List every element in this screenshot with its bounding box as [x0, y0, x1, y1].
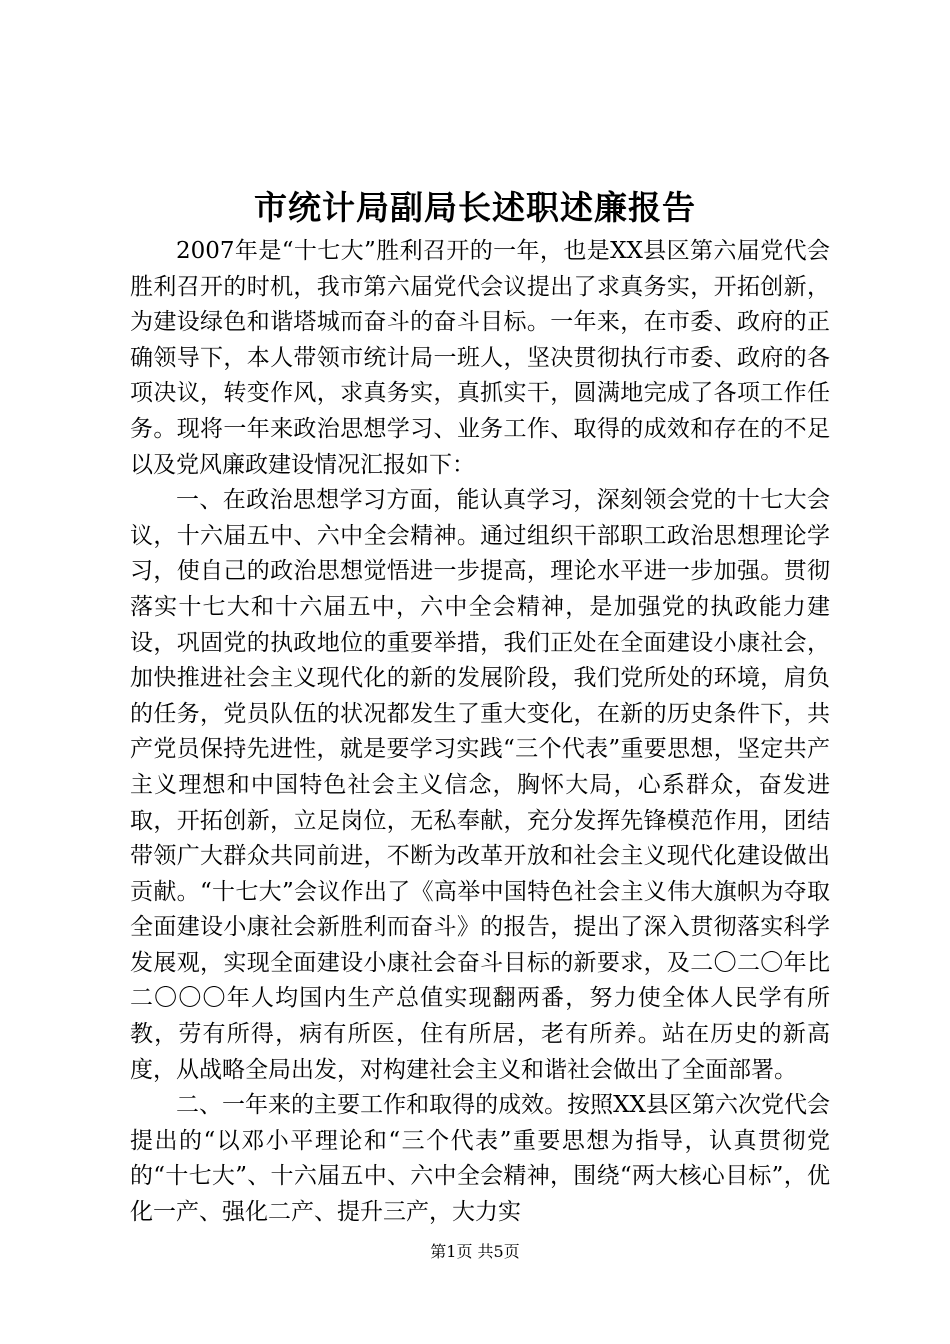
document-body: [130, 234, 830, 1231]
paragraph-intro: 2007年是“十七大”胜利召开的一年，也是XX县区第六届党代会胜利召开的时机，我市第六届党代会议提出了求真务实，开拓创新，为建设绿色和谐塔城而奋斗的奋斗目标。一年来，在市委、政府的正确领导下，本人带领市统计局一班人，坚决贯彻执行市委、政府的各项决议，转变作风，求真务实，真抓实干，圆满地完成了各项工作任务。现将一年来政治思想学习、业务工作、取得的成效和存在的不足以及党风廉政建设情况汇报如下：: [130, 238, 830, 478]
page-footer: 第1页 共5页: [430, 1242, 520, 1261]
paragraph-main-work: 二、一年来的主要工作和取得的成效。按照XX县区第六次党代会提出的“以邓小平理论和“三个代表”重要思想为指导，认真贯彻党的“十七大”、十六届五中、六中全会精神，围绕“两大核心目标”，优化一产、强化二产、提升三产，大力实: [130, 1092, 830, 1226]
paragraph-political-study: 一、在政治思想学习方面，能认真学习，深刻领会党的十七大会议，十六届五中、六中全会精神。通过组织干部职工政治思想理论学习，使自己的政治思想觉悟进一步提高，理论水平进一步加强。贯彻落实十七大和十六届五中，六中全会精神，是加强党的执政能力建设，巩固党的执政地位的重要举措，我们正处在全面建设小康社会，加快推进社会主义现代化的新的发展阶段，我们党所处的环境，肩负的任务，党员队伍的状况都发生了重大变化，在新的历史条件下，共产党员保持先进性，就是要学习实践“三个代表”重要思想，坚定共产主义理想和中国特色社会主义信念，胸怀大局，心系群众，奋发进取，开拓创新，立足岗位，无私奉献，充分发挥先锋模范作用，团结带领广大群众共同前进，不断为改革开放和社会主义现代化建设做出贡献。“十七大”会议作出了《高举中国特色社会主义伟大旗帜为夺取全面建设小康社会新胜利而奋斗》的报告，提出了深入贯彻落实科学发展观，实现全面建设小康社会奋斗目标的新要求，及二〇二〇年比二〇〇〇年人均国内生产总值实现翻两番，努力使全体人民学有所教，劳有所得，病有所医，住有所居，老有所养。站在历史的新高度，从战略全局出发，对构建社会主义和谐社会做出了全面部署。: [130, 487, 830, 1083]
document-title: 市统计局副局长述职述廉报告: [254, 188, 696, 227]
